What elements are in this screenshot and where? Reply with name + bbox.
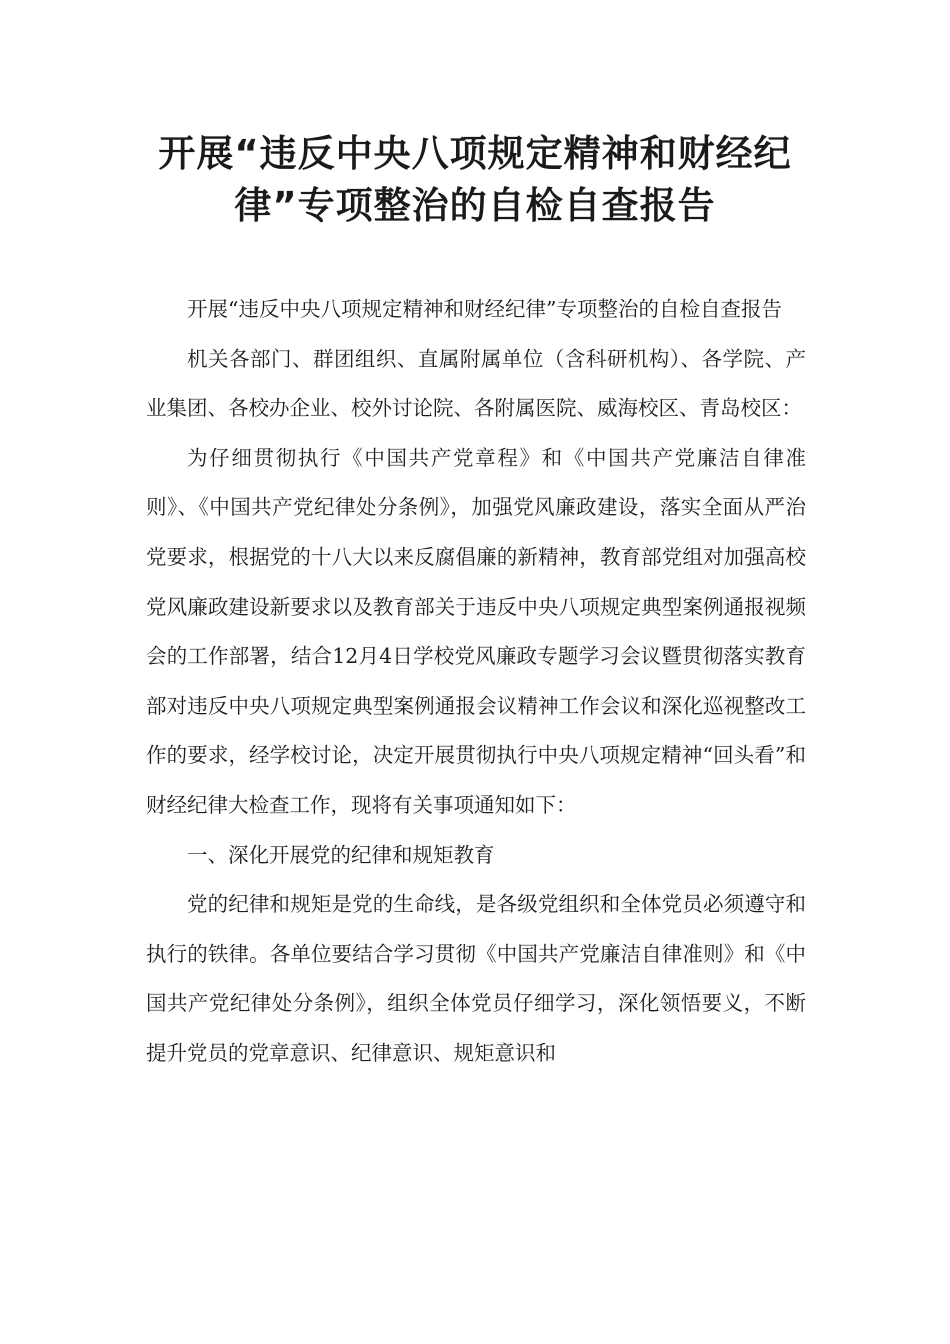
title-line-1: 开展“违反中央八项规定精神和财经纪: [158, 132, 792, 175]
paragraph-purpose: 为仔细贯彻执行《中国共产党章程》和《中国共产党廉洁自律准则》、《中国共产党纪律处分条例》，加强党风廉政建设，落实全面从严治党要求，根据党的十八大以来反腐倡廉的新精神，教育部党组对加强高校党风廉政建设新要求以及教育部关于违反中央八项规定典型案例通报视频会的工作部署，结合12月4日学校党风廉政专题学习会议暨贯彻落实教育部对违反中央八项规定典型案例通报会议精神工作会议和深化巡视整改工作的要求，经学校讨论，决定开展贯彻执行中央八项规定精神“回头看”和财经纪律大检查工作，现将有关事项通知如下：: [146, 445, 806, 817]
document-title: [120, 128, 830, 232]
paragraph-addressees: 机关各部门、群团组织、直属附属单位（含科研机构）、各学院、产业集团、各校办企业、校外讨论院、各附属医院、威海校区、青岛校区：: [146, 346, 806, 421]
paragraph-discipline: 党的纪律和规矩是党的生命线，是各级党组织和全体党员必须遵守和执行的铁律。各单位要结合学习贯彻《中国共产党廉洁自律准则》和《中国共产党纪律处分条例》，组织全体党员仔细学习，深化领悟要义，不断提升党员的党章意识、纪律意识、规矩意识和: [146, 892, 806, 1065]
title-line-2: 律”专项整治的自检自查报告: [234, 184, 716, 227]
document-body: [146, 285, 806, 1079]
paragraph-heading-repeat: 开展“违反中央八项规定精神和财经纪律”专项整治的自检自查报告: [187, 297, 782, 321]
section-heading-1: 一、深化开展党的纪律和规矩教育: [187, 842, 495, 867]
